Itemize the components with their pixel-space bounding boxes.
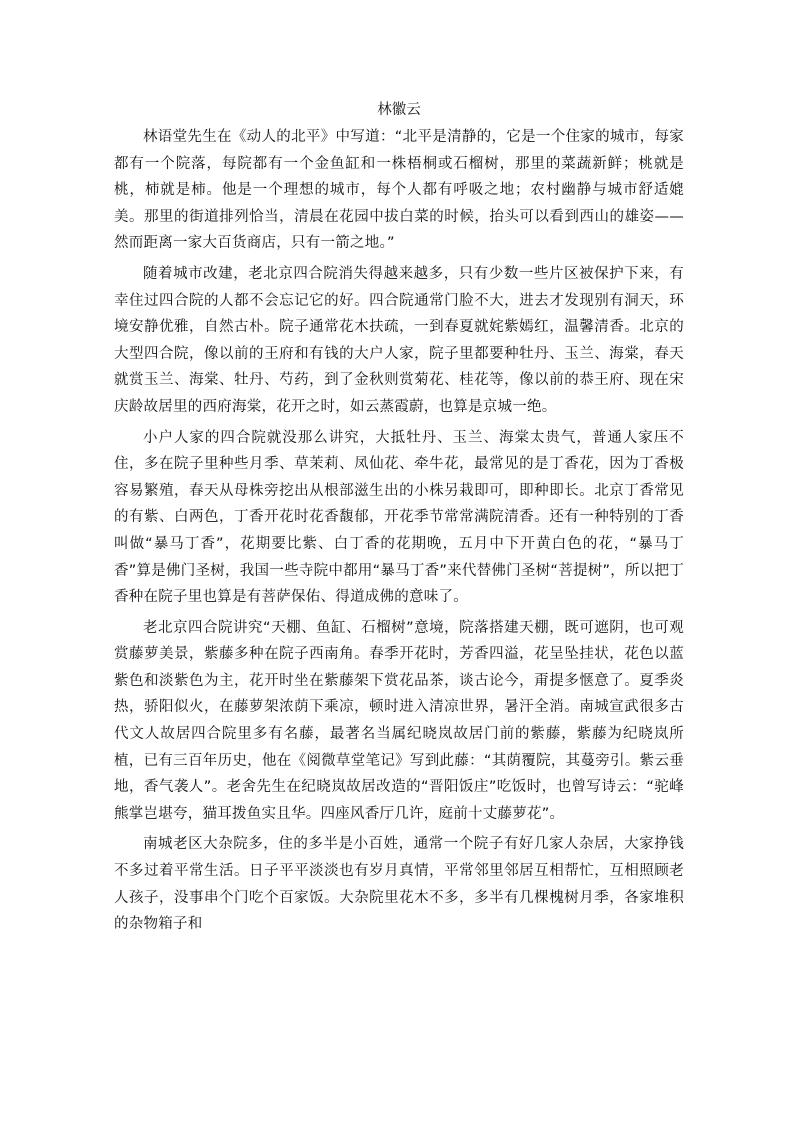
paragraph-4: 老北京四合院讲究“天棚、鱼缸、石榴树”意境，院落搭建天棚，既可遮阴，也可观赏藤萝美景，紫藤多种在院子西南角。春季开花时，芳香四溢，花呈坠挂状，花色以蓝紫色和淡紫色为主，花开时坐在紫藤架下赏花品茶，谈古论今，甭提多惬意了。夏季炎热，骄阳似火，在藤萝架浓荫下乘凉，顿时进入清凉世界，暑汗全消。南城宣武很多古代文人故居四合院里多有名藤，最著名当属纪晓岚故居门前的紫藤，紫藤为纪晓岚所植，已有三百年历史，他在《阅微草堂笔记》写到此藤：“其荫覆院，其蔓旁引。紫云垂地，香气袭人”。老舍先生在纪晓岚故居改造的“晋阳饭庄”吃饭时，也曾写诗云：“驼峰熊掌岂堪夸，猫耳拨鱼实且华。四座风香厅几许，庭前十丈藤萝花”。 (114, 619, 684, 822)
document-title: 林徽云 (377, 102, 421, 118)
paragraph-3: 小户人家的四合院就没那么讲究，大抵牡丹、玉兰、海棠太贵气，普通人家压不住，多在院子里种些月季、草茉莉、凤仙花、牵牛花，最常见的是丁香花，因为丁香极容易繁殖，春天从母株旁挖出从根部滋生出的小株另栽即可，即种即长。北京丁香常见的有紫、白两色，丁香开花时花香馥郁，开花季节常常满院清香。还有一种特别的丁香叫做“暴马丁香”，花期要比紫、白丁香的花期晚，五月中下开黄白色的花，“暴马丁香”算是佛门圣树，我国一些寺院中都用“暴马丁香”来代替佛门圣树“菩提树”，所以把丁香种在院子里也算是有菩萨保佑、得道成佛的意味了。 (114, 429, 684, 606)
paragraph-5: 南城老区大杂院多，住的多半是小百姓，通常一个院子有好几家人杂居，大家挣钱不多过着平常生活。日子平平淡淡也有岁月真情，平常邻里邻居互相帮忙，互相照顾老人孩子，没事串个门吃个百家饭。大杂院里花木不多，多半有几棵槐树月季，各家堆积的杂物箱子和 (114, 836, 684, 933)
document-page (114, 96, 684, 942)
paragraph-2: 随着城市改建，老北京四合院消失得越来越多，只有少数一些片区被保护下来，有幸住过四合院的人都不会忘记它的好。四合院通常门脸不大，进去才发现别有洞天，环境安静优雅，自然古朴。院子通常花木扶疏，一到春夏就姹紫嫣红，温馨清香。北京的大型四合院，像以前的王府和有钱的大户人家，院子里都要种牡丹、玉兰、海棠，春天就赏玉兰、海棠、牡丹、芍药，到了金秋则赏菊花、桂花等，像以前的恭王府、现在宋庆龄故居里的西府海棠，花开之时，如云蒸霞蔚，也算是京城一绝。 (114, 265, 684, 415)
paragraph-1: 林语堂先生在《动人的北平》中写道：“北平是清静的，它是一个住家的城市，每家都有一个院落，每院都有一个金鱼缸和一株梧桐或石榴树，那里的菜蔬新鲜；桃就是桃，柿就是柿。他是一个理想的城市，每个人都有呼吸之地；农村幽静与城市舒适媲美。那里的街道排列恰当，清晨在花园中拔白菜的时候，抬头可以看到西山的雄姿——然而距离一家大百货商店，只有一箭之地。” (114, 129, 684, 252)
